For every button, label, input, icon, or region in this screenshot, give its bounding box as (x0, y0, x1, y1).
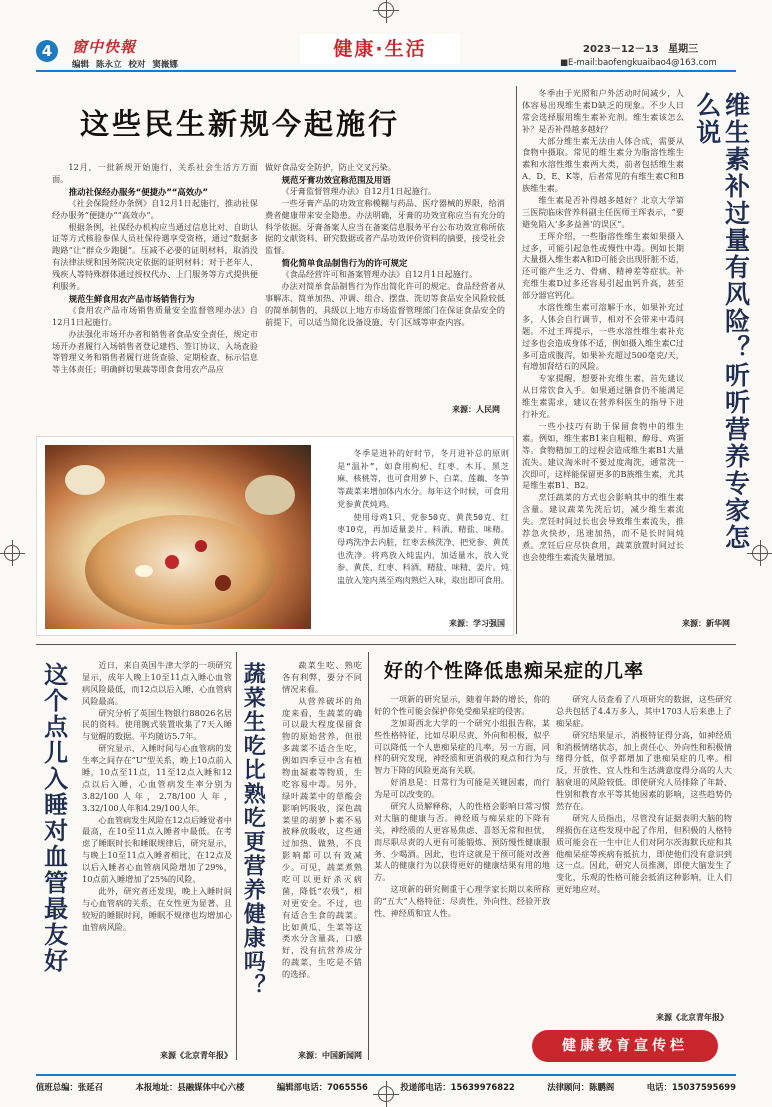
article5-col1 (374, 694, 550, 920)
article3-body (82, 660, 232, 933)
article3-source: 来源《北京青年报》 (160, 1051, 232, 1060)
paragraph: 研究人员解释称，人的性格会影响日常习惯对大脑的健康与否。神经质与痴呆症的下降有关，神经质的人更容易焦虑、喜怒无常和担忧，而尽职尽责的人更有可能锻炼、预防慢性健康服务、少喝酒。因此，也许这就是干预可能对改善某人的健康行为以获得更好的健康结果有用的地方。 (374, 801, 550, 883)
paragraph: 烹饪蔬菜的方式也会影响其中的维生素含量。建议蔬菜先洗后切，减少维生素流失。烹饪时间过长也会导致维生素流失，推荐急火快炒，迅速加热，而不是长时间炖煮。烹饪后应尽快食用，蔬菜放置时间过长也会使维生素流失量增加。 (522, 492, 684, 562)
paragraph: 冬季由于光照和户外活动时间减少，人体容易出现维生素D缺乏的现象。不少人日常会选择服用维生素补充剂。维生素该怎么补？是否补得越多越好？ (522, 88, 684, 134)
section-title: 健康·生活 (300, 34, 460, 64)
paragraph: 12月，一批新规开始施行，关系社会生活方方面面。 (52, 162, 258, 184)
article1-col2 (265, 162, 505, 329)
paragraph: 一项新的研究显示，随着年龄的增长，你的好的个性可能会保护你免受痴呆症的侵害。 (374, 694, 550, 716)
subheading: 规范生鲜食用农产品市场销售行为 (68, 293, 195, 304)
subheading: 简化简单食品制售行为的许可规定 (281, 258, 408, 269)
article5-title: 好的个性降低患痴呆症的几率 (384, 660, 645, 682)
paragraph: 维生素是否补得越多越好？北京大学第三医院临床营养科副主任医师王珲表示，“要避免陷入‘多多益善’的误区”。 (522, 195, 684, 229)
footer (36, 1074, 736, 1092)
article1-source: 来源：人民网 (452, 405, 500, 414)
paragraph: 一些牙膏产品的功效宣称模糊与药品、医疗器械的界限，给消费者健康带来安全隐患。办法明确，牙膏的功效宣称应当有充分的科学依据。牙膏备案人应当在备案信息服务平台公布功效宣称所依据的文献资料、研究数据或者产品功效评价资料的摘要，接受社会监督。 (265, 197, 505, 256)
paragraph: 水溶性维生素可溶解于水，如果补充过多，人体会自行调节，相对不会带来中毒问题。不过王珲提示，一些水溶性维生素补充过多也会造成身体不适，例如摄入维生素C过多可造成腹泻，如果补充超过500毫克/天，有增加肾结石的风险。 (522, 302, 684, 372)
article2-title: 维生素补过量有风险？听听营养专家怎么说 (692, 92, 751, 551)
paragraph: 《食品经营许可和备案管理办法》自12月1日起施行。 (281, 269, 478, 280)
recipe-box (36, 436, 514, 636)
paragraph: 《牙膏监督管理办法》自12月1日起施行。 (281, 185, 437, 196)
article5-source: 来源《北京青年报》 (656, 1013, 728, 1022)
paragraph: 办法强化市场开办者和销售者食品安全责任，规定市场开办者履行入场销售者登记建档、签订协议、入场查验等管理义务和销售者履行进货查验、定期检查、标示信息等主体责任；明确鲜切果蔬等即食食用农产品应 (52, 328, 258, 375)
paragraph: 王珲介绍，一些脂溶性维生素如果摄入过多，可能引起急性或慢性中毒。例如长期大量摄入维生素A和D可能会出现肝脏不适，还可能产生乏力、骨痛、精神差等症状。补充维生素D过多还容易引起血钙升高，甚至部分器官钙化。 (522, 230, 684, 301)
paragraph: 研究显示，入睡时间与心血管病的发生率之间存在“U”型关系，晚上10点前入睡，10点至11点，11至12点入睡和12点以后入睡，心血管病发生率分别为3.82/100人年，2.78/100人年，3.32/100人年和4.29/100人年。 (82, 743, 232, 813)
paragraph: 办法对简单食品制售行为作出简化许可的规定。食品经营者从事解冻、简单加热、冲调、组合、摆盘、洗切等食品安全风险较低的简单制售的，具级以上地方市场监督管理部门在保证食品安全的前提下，可以适当简化设备设施、专门区域等审查内容。 (265, 281, 505, 327)
crop-mark-top (378, 2, 394, 18)
paragraph: 研究人员指出，尽管没有证据表明大脑的物理损伤在这些发现中起了作用，但积极的人格特质可能会在一生中让人们对阿尔茨海默氏症和其他痴呆症等疾病有抵抗力，即使他们没有意识到这一点。因此，研究人员推测，即使大脑发生了变化，乐观的性格可能会抵消这种影响，让人们更好地应对。 (556, 812, 732, 895)
contact-email[interactable]: ■E-mail:baofengkuaibao4@163.com (560, 58, 717, 68)
footer-law: 法律顾问：陈鹏阁 (547, 1082, 615, 1092)
paragraph: 做好食品安全防护，防止交叉污染。 (265, 162, 397, 172)
paragraph: 从营养破坏的角度来看，生蔬菜的确可以最大程度保留食物的原始营养，但很多蔬菜不适合生吃，例如四季豆中含有植物血凝素等物质，生吃容易中毒。另外，绿叶蔬菜中的草酸会影响钙吸收，深色蔬菜里的胡萝卜素不易被释放吸收，这些通过加热、做熟，不良影响都可以有效减少。可见，蔬菜煮熟吃可以更好杀灭病菌，降低“农残”，相对更安全。不过，也有适合生食的蔬菜。比如黄瓜、生菜等这类水分含量高，口感好，没有抗营养成分的蔬菜，生吃是不错的选择。 (282, 695, 362, 980)
page-number: 4 (36, 40, 58, 62)
article3-title: 这个点儿入睡对血管最友好 (39, 662, 69, 974)
paragraph: 研究人员查看了八项研究的数据，这些研究总共包括了4.4万多人，其中1703人后来患上了痴呆症。 (556, 694, 732, 728)
mid-divider (36, 644, 736, 645)
paragraph: 一些小技巧有助于保留食物中的维生素。例如，维生素B1来自粗粮、醇母、鸡蛋等。食物精加工的过程会造成维生素B1大量流失。建议淘米时不要过度淘洗，通常洗一次即可，这样能保留更多的B族维生素，尤其是维生素B1、B2。 (522, 420, 684, 491)
paragraph: 研究结果显示，消极特征得分高，如神经质和消极情绪状态，加上责任心、外向性和积极情绪得分低，似乎都增加了患痴呆症的几率。相反，开放性、宜人性和生活满意度得分高的人大脑衰退的风险较低。即使研究人员排除了年龄、性别和教育水平等其他因素的影响，这些趋势仍然存在。 (556, 729, 732, 812)
paragraph: 大部分维生素无法由人体合成，需要从食物中摄取。常见的维生素分为脂溶性维生素和水溶性维生素两大类，前者包括维生素A、D、E、K等，后者常见的有维生素C和B族维生素。 (522, 135, 684, 194)
crop-mark-left (4, 545, 20, 561)
header-rule (36, 70, 736, 72)
footer-hotline: 投递部电话：15639976822 (400, 1082, 515, 1092)
article1-title: 这些民生新规今起施行 (80, 107, 401, 141)
paragraph: 研究分析了英国生物银行88026名居民的资料。使用腕式装置收集了7天入睡与觉醒的数据。平均随访5.7年。 (82, 707, 232, 742)
footer-phone: 编辑部电话：7065556 (276, 1082, 368, 1092)
crop-mark-right (752, 545, 768, 561)
footer-duty: 值班总编：张延召 (36, 1082, 103, 1092)
paragraph: 冬季是进补的好时节，冬月进补总的原则是“温补”，如食用枸杞、红枣、木耳、黑芝麻、核桃等，也可食用萝卜、白菜、莲藕、冬笋等蔬菜来增加体内水分。每年这个时候，可食用党参黄芪炖鸡。 (337, 448, 509, 509)
recipe-source: 来源：学习强国 (449, 619, 505, 628)
paragraph: 芝加哥西北大学的一个研究小组报告称，某些性格特征，比如尽职尽责、外向和积极，似乎可以降低一个人患痴呆症的几率。另一方面，同样的研究发现，神经质和更消极的观点和行为与智力下降的风险更高有关联。 (374, 717, 550, 776)
article1-col1 (52, 162, 258, 376)
article4-title: 蔬菜生吃比熟吃更营养健康吗？ (240, 662, 267, 998)
soup-photo (45, 445, 311, 629)
article5-col2 (556, 694, 732, 896)
paragraph: 根据条例，社保经办机构应当通过信息比对、自助认证等方式核验参保人员社保待遇享受资格，通过“数据多跑路”让“群众少跑腿”。压减不必要的证明材料，取消没有法律法规和国务院决定依据的证明材料；对于老年人、残疾人等特殊群体通过授权代办、上门服务等方式提供便利服务。 (52, 221, 258, 292)
paragraph: 心血管病发生风险在12点后睡觉者中最高，在10至11点入睡者中最低。在考虑了睡眠时长和睡眠规律后，研究显示，与晚上10至11点入睡者相比，在12点及以后入睡者心血管病风险增加了29%，10点前入睡增加了25%的风险。 (82, 814, 232, 885)
issue-date: 2023－12－13 星期三 (583, 44, 699, 55)
subheading: 推动社保经办服务“便捷办”“高效办” (68, 186, 209, 197)
staff-line: 编辑 陈永立 校对 窦嶶娜 (72, 60, 178, 70)
recipe-text (337, 447, 509, 587)
paragraph: 好消息是：日常行为可能是关键因素，而行为是可以改变的。 (374, 777, 550, 800)
article4-body (282, 660, 362, 981)
article2-source: 来源：新华网 (682, 619, 730, 628)
newspaper-logo: 窗中快報 (72, 38, 137, 56)
subheading: 规范牙膏功效宣称范围及用语 (281, 174, 391, 185)
paragraph: 专家提醒，想要补充维生素，首先建议从日常饮食入手。如果通过膳食仍不能满足维生素需求，建议在营养科医生的指导下进行补充。 (522, 373, 684, 420)
article4-source: 来源：中国新闻网 (298, 1051, 362, 1060)
paragraph: 近日，来自英国牛津大学的一项研究显示，成年人晚上10至11点入睡心血管病风险最低，而12点以后入睡，心血管病风险最高。 (82, 660, 232, 706)
paragraph: 这项新的研究侧重于心理学家长期以来所称的“五大”人格特征：尽责性、外向性、经验开放性、神经质和宜人性。 (374, 884, 550, 919)
paragraph: 《社会保险经办条例》自12月1日起施行，推动社保经办服务“便捷办”“高效办”。 (52, 197, 258, 220)
paragraph: 蔬菜生吃、熟吃各有利弊，要分不同情况来看。 (282, 660, 362, 694)
article2-body (522, 88, 684, 564)
paragraph: 《食用农产品市场销售质量安全监督管理办法》自12月1日起施行。 (52, 304, 258, 327)
paragraph: 此外，研究者还发现，晚上入睡时间与心血管病的关系，在女性更为显著。且较短的睡眠时间，睡眠不规律也均增加心血管病风险。 (82, 885, 232, 932)
col-divider-2 (368, 652, 369, 1060)
col-divider-1 (236, 652, 237, 1060)
health-banner: 健康教育宣传栏 (532, 1030, 718, 1062)
paragraph: 使用母鸡1只、党参50克、黄芪50克、红枣10克，再加适量姜片、料酒、精盐、味精。母鸡洗净去内脏，红枣去核洗净、把党参、黄芪也洗净。将鸡放入炖盅内，加适量水，放入党参、黄芪、红枣、料酒、精盐、味精、姜片。炖盅放入笼内蒸至鸡肉熟烂入味，取出即可食用。 (337, 511, 509, 586)
footer-address: 本报地址：县融媒体中心六楼 (135, 1082, 245, 1092)
top-right-divider (516, 86, 517, 634)
footer-tel: 电话：15037595699 (646, 1082, 736, 1092)
